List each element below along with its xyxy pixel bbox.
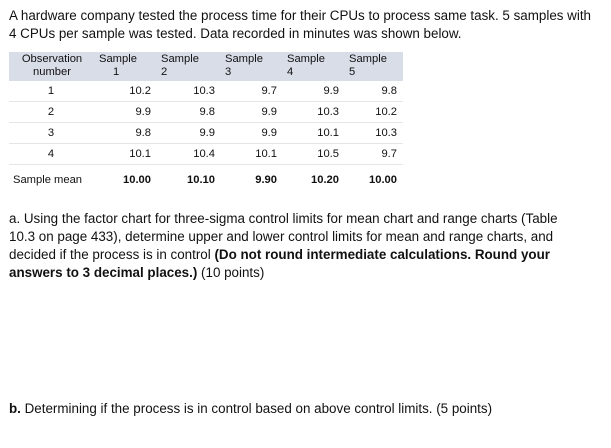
sample-word: Sample: [225, 53, 263, 65]
table-cell: 9.8: [345, 81, 403, 102]
table-row: [9, 102, 403, 123]
question-b-label: b.: [9, 401, 21, 416]
question-a-points: (10 points): [197, 265, 265, 280]
sample-number: 2: [161, 66, 168, 78]
table-cell: 10.3: [283, 102, 345, 123]
sample-mean-label: Sample mean: [13, 173, 83, 186]
table-cell: 9.9: [283, 81, 345, 102]
table-cell: 10.2: [95, 81, 157, 102]
question-b: [9, 400, 599, 418]
sample-data-table: [9, 52, 403, 195]
table-cell: 9.9: [221, 102, 283, 123]
sample-1-header: [95, 52, 157, 81]
sample-number: 3: [225, 66, 232, 78]
question-a: [9, 210, 569, 282]
table-cell: 9.8: [95, 123, 157, 144]
sample-word: Sample: [287, 53, 325, 65]
sample-number: 4: [287, 66, 294, 78]
sample-word: Sample: [99, 53, 137, 65]
sample-2-header: [157, 52, 221, 81]
table-cell: 9.7: [345, 144, 403, 165]
table-cell: 10.3: [157, 81, 221, 102]
table-cell: 9.9: [157, 123, 221, 144]
table-cell: 10.5: [283, 144, 345, 165]
question-a-text: a. Using the factor chart for three-sigma control limits for mean chart and range charts (Table 10.3 on page 433), determine upper and lower control limits for mean and range charts, and decided if the process is in control: [9, 211, 558, 262]
row-label: 3: [9, 123, 95, 144]
sample-word: Sample: [349, 53, 387, 65]
table-row: [9, 144, 403, 165]
mean-cell: 9.90: [255, 174, 277, 186]
sample-word: Sample: [161, 53, 199, 65]
table-row: [9, 81, 403, 102]
mean-cell: 10.00: [369, 174, 397, 186]
table-cell: 9.9: [95, 102, 157, 123]
row-label: 1: [9, 81, 95, 102]
sample-mean-row: [9, 165, 403, 196]
row-label: 2: [9, 102, 95, 123]
table-cell: 10.1: [283, 123, 345, 144]
table-header-row: [9, 52, 403, 81]
mean-cell: 10.20: [311, 174, 339, 186]
row-label: 4: [9, 144, 95, 165]
mean-cell: 10.10: [187, 174, 215, 186]
table-cell: 10.3: [345, 123, 403, 144]
table-cell: 10.1: [221, 144, 283, 165]
table-cell: 10.2: [345, 102, 403, 123]
sample-4-header: [283, 52, 345, 81]
sample-number: 1: [113, 66, 120, 78]
question-b-text: Determining if the process is in control based on above control limits. (5 points): [20, 401, 493, 416]
table-cell: 9.9: [221, 123, 283, 144]
table-cell: 9.8: [157, 102, 221, 123]
sample-number: 5: [349, 66, 356, 78]
table-cell: 9.7: [221, 81, 283, 102]
table-cell: 10.4: [157, 144, 221, 165]
mean-cell: 10.00: [123, 174, 151, 186]
table-row: [9, 123, 403, 144]
table-cell: 10.1: [95, 144, 157, 165]
sample-5-header: [345, 52, 403, 81]
sample-3-header: [221, 52, 283, 81]
observation-number-header: Observation number: [9, 52, 95, 81]
problem-intro: A hardware company tested the process time for their CPUs to process same task. 5 samples with 4 CPUs per sample was tested. Data recorded in minutes was shown below.: [9, 8, 591, 41]
question-a-rounding-note: (Do not round intermediate calculations. Round your answers to 3 decimal places.): [9, 247, 550, 280]
